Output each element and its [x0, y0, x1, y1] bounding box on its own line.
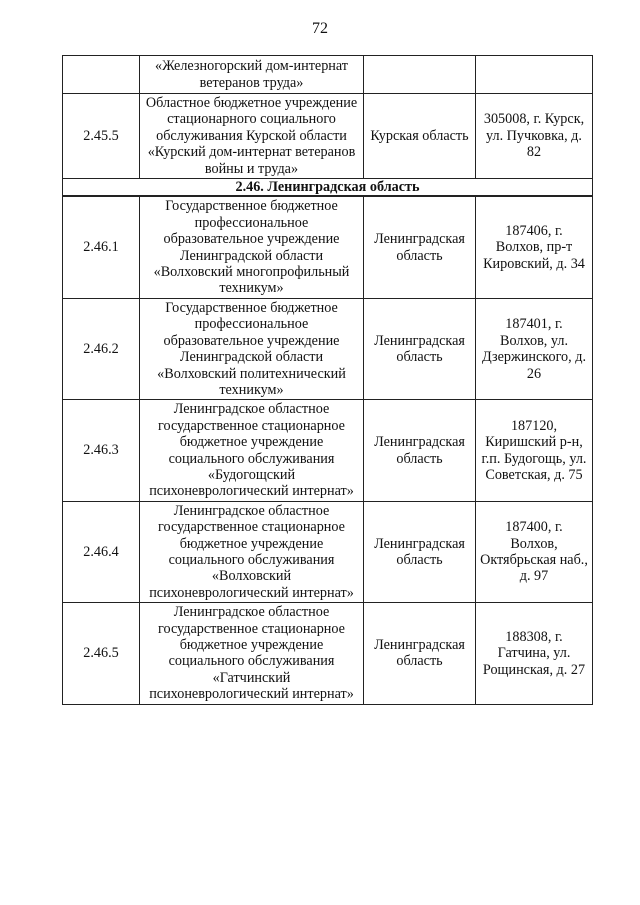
- institution-name-cell: Ленинградское областное государственное стационарное бюджетное учреждение социального обслуживания «Волховский психоневрологический интернат»: [140, 501, 364, 602]
- table-row: [63, 298, 593, 399]
- institution-name-cell: Ленинградское областное государственное стационарное бюджетное учреждение социального обслуживания «Будогощский психоневрологический интернат»: [140, 400, 364, 501]
- address-cell: 187400, г. Волхов, Октябрьская наб., д. 97: [476, 501, 593, 602]
- region-cell: Ленинградская область: [364, 603, 476, 704]
- address-cell: 188308, г. Гатчина, ул. Рощинская, д. 27: [476, 603, 593, 704]
- institution-name-cell: «Железногорский дом-интернат ветеранов труда»: [140, 56, 364, 94]
- address-cell: 305008, г. Курск, ул. Пучковка, д. 82: [476, 94, 593, 179]
- address-cell: 187401, г. Волхов, ул. Дзержинского, д. 26: [476, 298, 593, 399]
- row-number-cell: 2.46.2: [63, 298, 140, 399]
- page-number: 72: [312, 20, 328, 37]
- institution-name-cell: Областное бюджетное учреждение стационарного социального обслуживания Курской области «Курский дом-интернат ветеранов войны и труда»: [140, 94, 364, 179]
- table-body: [63, 56, 593, 705]
- region-cell: Курская область: [364, 94, 476, 179]
- row-number-cell: 2.46.5: [63, 603, 140, 704]
- region-cell: [364, 56, 476, 94]
- row-number-cell: 2.46.4: [63, 501, 140, 602]
- table-row: [63, 400, 593, 501]
- institution-name-cell: Государственное бюджетное профессиональное образовательное учреждение Ленинградской области «Волховский политехнический техникум»: [140, 298, 364, 399]
- region-cell: Ленинградская область: [364, 400, 476, 501]
- table-row: [63, 603, 593, 704]
- section-header-row: [63, 179, 593, 197]
- section-title: 2.46. Ленинградская область: [63, 179, 593, 197]
- row-number-cell: 2.45.5: [63, 94, 140, 179]
- institutions-table: [62, 55, 593, 705]
- institution-name-cell: Ленинградское областное государственное стационарное бюджетное учреждение социального обслуживания «Гатчинский психоневрологический интернат»: [140, 603, 364, 704]
- region-cell: Ленинградская область: [364, 501, 476, 602]
- table-row: [63, 94, 593, 179]
- row-number-cell: 2.46.3: [63, 400, 140, 501]
- table-row: [63, 501, 593, 602]
- table-row: [63, 56, 593, 94]
- address-cell: 187406, г. Волхов, пр-т Кировский, д. 34: [476, 196, 593, 298]
- table-row: [63, 196, 593, 298]
- address-cell: [476, 56, 593, 94]
- address-cell: 187120, Киришский р-н, г.п. Будогощь, ул. Советская, д. 75: [476, 400, 593, 501]
- region-cell: Ленинградская область: [364, 196, 476, 298]
- row-number-cell: 2.46.1: [63, 196, 140, 298]
- row-number-cell: [63, 56, 140, 94]
- institution-name-cell: Государственное бюджетное профессиональное образовательное учреждение Ленинградской области «Волховский многопрофильный техникум»: [140, 196, 364, 298]
- region-cell: Ленинградская область: [364, 298, 476, 399]
